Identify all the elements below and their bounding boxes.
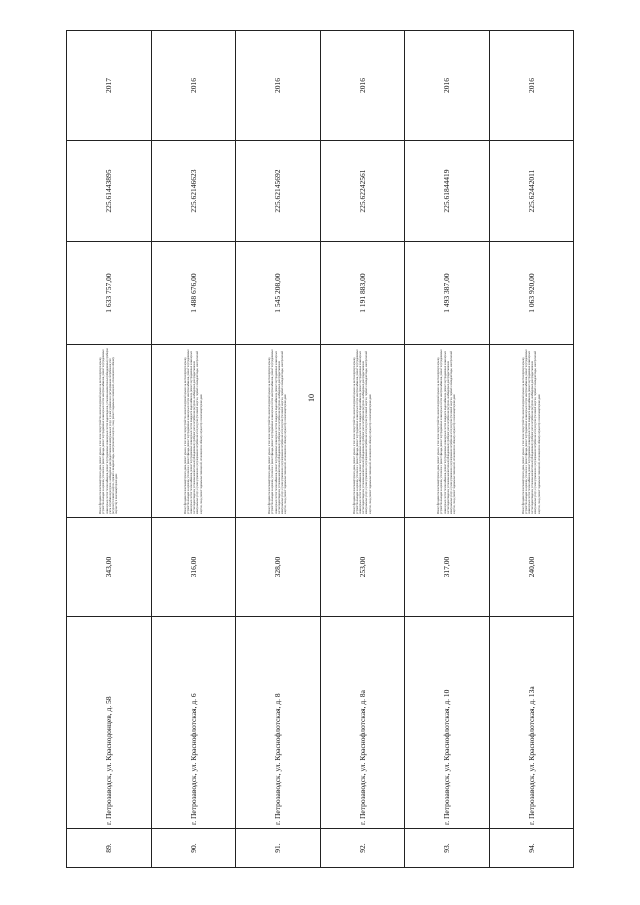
page-number: 10	[307, 394, 316, 402]
code-cell: 225.62146623	[151, 141, 236, 242]
year-cell: 2016	[405, 31, 490, 141]
code-cell: 225.61844419	[405, 141, 490, 242]
cost-cell: 1 063 920,00	[489, 242, 574, 345]
cost-cell: 1 488 676,00	[151, 242, 236, 345]
table-row	[320, 31, 405, 868]
table-row	[151, 31, 236, 868]
row-number-cell: 93.	[405, 829, 490, 868]
code-cell: 225.62242561	[320, 141, 405, 242]
year-cell: 2016	[489, 31, 574, 141]
cost-cell: 1 545 208,00	[236, 242, 321, 345]
year-cell: 2016	[236, 31, 321, 141]
address-cell: г. Петрозаводск, ул. Краснофлотская, д. 6	[151, 617, 236, 829]
year-cell: 2016	[320, 31, 405, 141]
works-description-cell: Ремонт фундамента многоквартирного дома, ремонт крыши, в том числе переустройство невентилируемой крыши на вентилируемую крышу, устройство выходов на кровлю, утепление и ремонт фасада, ремонт внутридомовых инженерных систем электроснабжения, ремонт внутридомовых инженерных систем теплоснабжения, ремонт внутридомовых инженерных систем водоотведения, установка коллективных (общедомовых) приборов учета потребления ресурсов, необходимых для предоставления коммунальных услуг, и узлов управления и регулирования потребления этих ресурсов (тепловой энергии, горячей и холодной воды, электрической энергии, газа), ремонт подвальных помещений, относящихся к общему имуществу в многоквартирном доме	[67, 345, 152, 518]
area-cell: 328,00	[236, 518, 321, 617]
document-table-rotated	[66, 80, 574, 868]
table-row	[67, 31, 152, 868]
address-cell: г. Петрозаводск, ул. Краснофлотская, д. 8	[236, 617, 321, 829]
area-cell: 317,00	[405, 518, 490, 617]
row-number-cell: 89.	[67, 829, 152, 868]
table-row	[405, 31, 490, 868]
area-cell: 343,00	[67, 518, 152, 617]
code-cell: 225.61443895	[67, 141, 152, 242]
cost-cell: 1 191 883,00	[320, 242, 405, 345]
register-table	[66, 30, 574, 868]
area-cell: 316,00	[151, 518, 236, 617]
area-cell: 240,00	[489, 518, 574, 617]
area-cell: 253,00	[320, 518, 405, 617]
row-number-cell: 90.	[151, 829, 236, 868]
table-row	[236, 31, 321, 868]
works-description-cell: Ремонт фундамента многоквартирного дома, ремонт крыши, в том числе переустройство невентилируемой крыши на вентилируемую крышу, устройство выходов на кровлю, утепление и ремонт фасада, ремонт внутридомовых инженерных систем электроснабжения, ремонт внутридомовых инженерных систем теплоснабжения, ремонт внутридомовых инженерных систем холодного водоснабжения, ремонт внутридомовых инженерных систем водоотведения, установка коллективных (общедомовых) приборов учета потребления ресурсов, необходимых для предоставления коммунальных услуг, и узлов управления и регулирования потребления этих ресурсов (тепловой энергии, горячей и холодной воды, электрической энергии, газа), ремонт подвальных помещений, относящихся к общему имуществу в многоквартирном доме	[236, 345, 321, 518]
address-cell: г. Петрозаводск, ул. Краснофлотская, д. 8а	[320, 617, 405, 829]
address-cell: г. Петрозаводск, ул. Краснофлотская, д. 13а	[489, 617, 574, 829]
row-number-cell: 94.	[489, 829, 574, 868]
works-description-cell: Ремонт фундамента многоквартирного дома, ремонт крыши, в том числе переустройство невентилируемой крыши на вентилируемую крышу, устройство выходов на кровлю, утепление и ремонт фасада, ремонт внутридомовых инженерных систем электроснабжения, ремонт внутридомовых инженерных систем теплоснабжения, ремонт внутридомовых инженерных систем холодного водоснабжения, ремонт внутридомовых инженерных систем водоотведения, установка коллективных (общедомовых) приборов учета потребления ресурсов, необходимых для предоставления коммунальных услуг, и узлов управления и регулирования потребления этих ресурсов (тепловой энергии, горячей и холодной воды, электрической энергии, газа), ремонт подвальных помещений, относящихся к общему имуществу в многоквартирном доме	[489, 345, 574, 518]
address-cell: г. Петрозаводск, ул. Краснофлотская, д. 10	[405, 617, 490, 829]
works-description-cell: Ремонт фундамента многоквартирного дома, ремонт крыши, в том числе переустройство невентилируемой крыши на вентилируемую крышу, устройство выходов на кровлю, утепление и ремонт фасада, ремонт внутридомовых инженерных систем электроснабжения, ремонт внутридомовых инженерных систем теплоснабжения, ремонт внутридомовых инженерных систем холодного водоснабжения, ремонт внутридомовых инженерных систем водоотведения, установка коллективных (общедомовых) приборов учета потребления ресурсов, необходимых для предоставления коммунальных услуг, и узлов управления и регулирования потребления этих ресурсов (тепловой энергии, горячей и холодной воды, электрической энергии, газа), ремонт подвальных помещений, относящихся к общему имуществу в многоквартирном доме	[320, 345, 405, 518]
table-row	[489, 31, 574, 868]
code-cell: 225.62442011	[489, 141, 574, 242]
year-cell: 2016	[151, 31, 236, 141]
row-number-cell: 91.	[236, 829, 321, 868]
address-cell: г. Петрозаводск, ул. Краснодонцев, д. 58	[67, 617, 152, 829]
cost-cell: 1 633 757,00	[67, 242, 152, 345]
year-cell: 2017	[67, 31, 152, 141]
works-description-cell: Ремонт фундамента многоквартирного дома, ремонт крыши, в том числе переустройство невентилируемой крыши на вентилируемую крышу, устройство выходов на кровлю, утепление и ремонт фасада, ремонт внутридомовых инженерных систем электроснабжения, ремонт внутридомовых инженерных систем теплоснабжения, ремонт внутридомовых инженерных систем холодного водоснабжения, ремонт внутридомовых инженерных систем водоотведения, установка коллективных (общедомовых) приборов учета потребления ресурсов, необходимых для предоставления коммунальных услуг, и узлов управления и регулирования потребления этих ресурсов (тепловой энергии, горячей и холодной воды, электрической энергии, газа), ремонт подвальных помещений, относящихся к общему имуществу в многоквартирном доме	[151, 345, 236, 518]
row-number-cell: 92.	[320, 829, 405, 868]
works-description-cell: Ремонт фундамента многоквартирного дома, ремонт крыши, в том числе переустройство невентилируемой крыши на вентилируемую крышу, устройство выходов на кровлю, утепление и ремонт фасада, ремонт внутридомовых инженерных систем электроснабжения, ремонт внутридомовых инженерных систем теплоснабжения, ремонт внутридомовых инженерных систем холодного водоснабжения, ремонт внутридомовых инженерных систем водоотведения, установка коллективных (общедомовых) приборов учета потребления ресурсов, необходимых для предоставления коммунальных услуг, и узлов управления и регулирования потребления этих ресурсов (тепловой энергии, горячей и холодной воды, электрической энергии, газа), ремонт подвальных помещений, относящихся к общему имуществу в многоквартирном доме	[405, 345, 490, 518]
cost-cell: 1 493 387,00	[405, 242, 490, 345]
code-cell: 225.62145692	[236, 141, 321, 242]
